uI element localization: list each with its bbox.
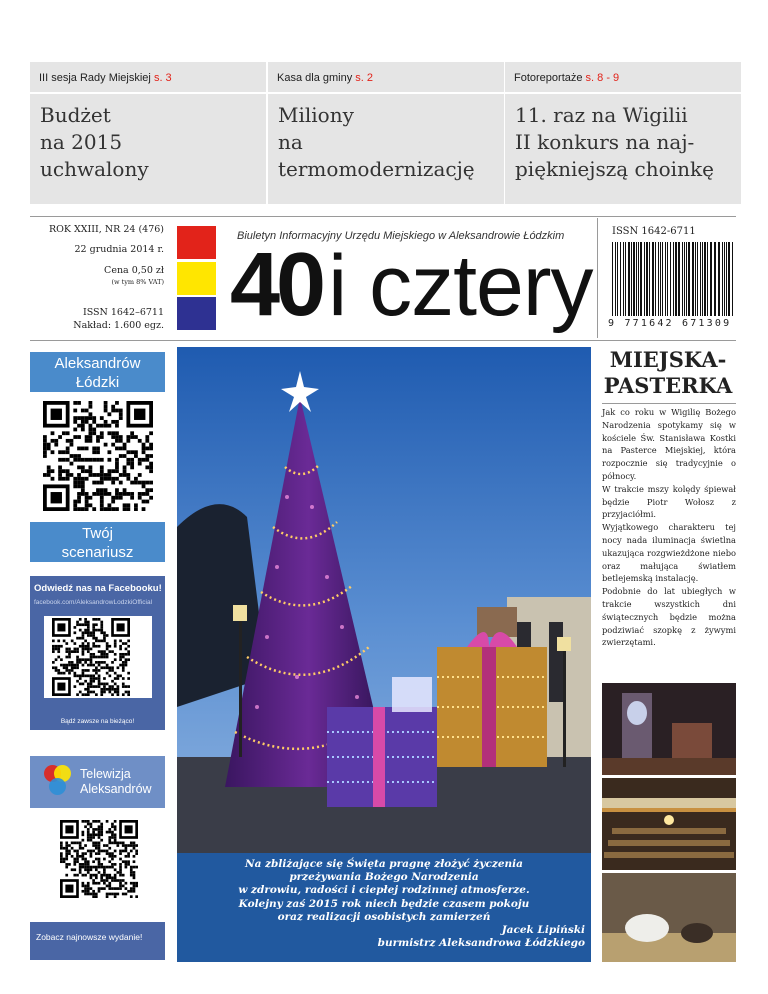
article-paragraph: Wyjątkowego charakteru tej nocy nada iluminacja świetlna ukazująca rozgwieżdżone niebo oraz małująca światłem betlejemską instalację. bbox=[602, 522, 736, 584]
teaser-divider bbox=[268, 92, 504, 94]
teaser-headline: Budżet na 2015 uchwalony bbox=[40, 103, 149, 181]
church-interior-photo bbox=[602, 778, 736, 870]
teaser-headline: 11. raz na Wigilii II konkurs na naj- piękniejszą choinkę bbox=[515, 103, 714, 181]
greeting-caption bbox=[177, 853, 591, 962]
christmas-tree-photo bbox=[177, 347, 591, 853]
teaser-budget[interactable] bbox=[30, 62, 266, 204]
article-paragraph: Podobnie do lat ubiegłych w trakcie wszystkich dni świątecznych będzie można podziwiać szopkę z żywymi zwierzętami. bbox=[602, 586, 736, 648]
teaser-photoreport[interactable] bbox=[505, 62, 741, 204]
issue-volume: ROK XXIII, NR 24 (476) bbox=[48, 224, 164, 235]
qr-code-icon[interactable] bbox=[52, 618, 130, 696]
masthead-bottom-rule bbox=[30, 340, 736, 341]
greeting-line: Na zbliżające się Święta pragnę złożyć życzenia bbox=[245, 858, 523, 870]
issue-circulation: Nakład: 1.600 egz. bbox=[73, 320, 164, 331]
live-animals-photo bbox=[602, 873, 736, 962]
qr-code-icon[interactable] bbox=[43, 401, 153, 511]
issue-price: Cena 0,50 zł bbox=[104, 265, 164, 276]
blue-bar bbox=[177, 297, 216, 330]
issue-issn: ISSN 1642–6711 bbox=[82, 307, 164, 318]
greeting-line: Kolejny zaś 2015 rok niech będzie czasem pokoju bbox=[238, 897, 530, 910]
teaser-page-ref: s. 8 - 9 bbox=[585, 72, 620, 84]
article-paragraph: W trakcie mszy kolędy śpiewał będzie Piotr Wołosz z przyjaciółmi. bbox=[602, 483, 736, 520]
nativity-scene-photo bbox=[602, 683, 736, 775]
article-title: MIEJSKA- PASTERKA bbox=[603, 347, 733, 398]
facebook-banner[interactable] bbox=[30, 576, 165, 730]
teaser-page-ref: s. 3 bbox=[153, 72, 172, 84]
facebook-url[interactable]: facebook.com/AleksandrowLodzkiOfficial bbox=[34, 599, 153, 606]
greeting-line: w zdrowiu, radości i ciepłej rodzinnej atmosferze. bbox=[238, 884, 530, 897]
twoj-scenariusz-link[interactable]: Twój scenariusz bbox=[30, 522, 165, 562]
qr-code-icon[interactable] bbox=[60, 820, 138, 898]
teaser-headline: Miliony na termomodernizację bbox=[278, 103, 475, 181]
article-body bbox=[602, 406, 736, 649]
teaser-kicker: Fotoreportaże s. 8 - 9 bbox=[514, 72, 620, 84]
facebook-title: Odwiedź nas na Facebooku! bbox=[34, 583, 162, 594]
tv-title: Telewizja Aleksandrów bbox=[80, 767, 152, 796]
signature-name: Jacek Lipiński bbox=[501, 924, 585, 937]
telewizja-aleksandrow-banner[interactable] bbox=[30, 756, 165, 808]
masthead-tagline: Biuletyn Informacyjny Urzędu Miejskiego w Aleksandrowie Łódzkim bbox=[237, 230, 565, 242]
logo-number: 40 bbox=[230, 235, 323, 335]
teaser-divider bbox=[505, 92, 741, 94]
issue-date: 22 grudnia 2014 r. bbox=[74, 244, 164, 255]
aleksandrow-lodzki-link[interactable]: Aleksandrów Łódzki bbox=[30, 352, 165, 392]
tv-footer-link[interactable]: Zobacz najnowsze wydanie! bbox=[30, 922, 165, 960]
article-title-rule bbox=[602, 403, 736, 404]
red-bar bbox=[177, 226, 216, 259]
teaser-divider bbox=[30, 92, 266, 94]
barcode-digits: 9 771642 671309 bbox=[608, 318, 732, 329]
teaser-page-ref: s. 2 bbox=[355, 72, 374, 84]
teaser-kicker: III sesja Rady Miejskiej s. 3 bbox=[39, 72, 172, 84]
teaser-millions[interactable] bbox=[268, 62, 504, 204]
yellow-bar bbox=[177, 262, 216, 295]
logo-word: i cztery bbox=[328, 238, 593, 334]
teaser-kicker: Kasa dla gminy s. 2 bbox=[277, 72, 374, 84]
masthead-top-rule bbox=[30, 216, 736, 217]
greeting-line: przeżywania Bożego Narodzenia bbox=[289, 871, 479, 884]
issn-barcode bbox=[610, 242, 736, 316]
facebook-footer: Bądź zawsze na bieżąco! bbox=[60, 718, 135, 725]
greeting-line: oraz realizacji osobistych zamierzeń bbox=[277, 910, 491, 923]
signature-title: burmistrz Aleksandrowa Łódzkiego bbox=[377, 937, 585, 950]
article-paragraph: Jak co roku w Wigilię Bożego Narodzenia spotykamy się w kościele Św. Stanisława Kostki na Pasterce Miejskiej, która rozpocznie się tradycyjnie o północy. bbox=[602, 407, 736, 481]
issue-vat: (w tym 8% VAT) bbox=[111, 278, 164, 286]
barcode-issn: ISSN 1642-6711 bbox=[612, 226, 696, 237]
masthead-divider bbox=[597, 218, 598, 338]
